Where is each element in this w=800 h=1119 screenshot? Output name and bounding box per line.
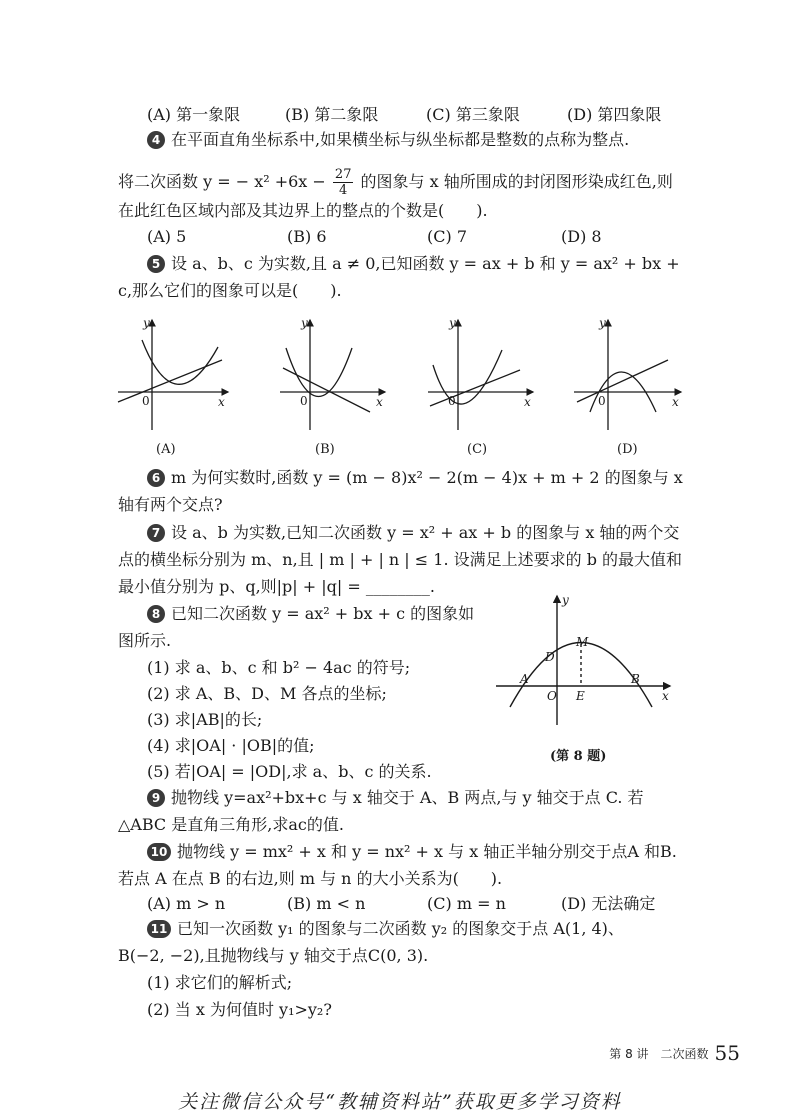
- q8-line2: 图所示.: [118, 631, 172, 650]
- q8-item-4: (4) 求|OA| · |OB|的值;: [147, 736, 315, 755]
- q7-line3: 最小值分别为 p、q,则|p| + |q| = ________.: [118, 577, 435, 596]
- graph-c: [428, 320, 533, 430]
- fig-m-label: M: [576, 635, 589, 649]
- q10-options: (A) m > n (B) m < n (C) m = n (D) 无法确定: [147, 894, 656, 913]
- q5-line2: c,那么它们的图象可以是( ).: [118, 281, 342, 300]
- origin-label: 0: [300, 394, 308, 408]
- q4-options: (A) 5 (B) 6 (C) 7 (D) 8: [147, 227, 602, 246]
- origin-label: 0: [142, 394, 150, 408]
- page-footer: [609, 1041, 740, 1065]
- graph-d: [574, 320, 681, 430]
- q11-line2: B(−2, −2),且抛物线与 y 轴交于点C(0, 3).: [118, 946, 429, 965]
- q4-line1: 4 在平面直角坐标系中,如果横坐标与纵坐标都是整数的点称为整点.: [147, 129, 629, 151]
- fig-b-label: B: [631, 672, 640, 686]
- axis-x-label: x: [376, 395, 383, 409]
- q8-figure: [490, 590, 690, 770]
- q5-graphs: [0, 310, 800, 460]
- q4-line3: 在此红色区域内部及其边界上的整点的个数是( ).: [118, 201, 488, 220]
- axis-x-label: x: [672, 395, 679, 409]
- axis-y-label: y: [599, 316, 606, 330]
- q8-item-5: (5) 若|OA| = |OD|,求 a、b、c 的关系.: [147, 762, 432, 781]
- q9-line2: △ABC 是直角三角形,求ac的值.: [118, 815, 344, 834]
- graph-label-b: (B): [315, 442, 335, 457]
- axis-x-label: x: [218, 395, 225, 409]
- q3-option-b: (B) 第二象限: [285, 105, 379, 124]
- fraction: $\frac{27}{4}$: [334, 167, 352, 198]
- q10-line1: 10 抛物线 y = mx² + x 和 y = nx² + x 与 x 轴正半轴分别交于点A 和B.: [147, 841, 677, 863]
- q3-options: [147, 104, 661, 126]
- q3-option-a: (A) 第一象限: [147, 105, 241, 124]
- graph-label-d: (D): [617, 442, 638, 457]
- q8-item-1: (1) 求 a、b、c 和 b² − 4ac 的符号;: [147, 658, 411, 677]
- graph-b: [280, 320, 385, 430]
- axis-y-label: y: [449, 316, 456, 330]
- q5-line1: 5 设 a、b、c 为实数,且 a ≠ 0,已知函数 y = ax + b 和 y = ax² + bx +: [147, 253, 680, 275]
- fig-y-label: y: [562, 593, 569, 607]
- axis-y-label: y: [143, 316, 150, 330]
- question-number-badge: 5: [147, 255, 165, 273]
- q11-item-2: (2) 当 x 为何值时 y₁>y₂?: [147, 1000, 332, 1019]
- q3-option-d: (D) 第四象限: [567, 105, 662, 124]
- fig-e-label: E: [576, 689, 585, 703]
- q8-line1: 8 已知二次函数 y = ax² + bx + c 的图象如: [147, 603, 474, 625]
- q6-line1: 6 m 为何实数时,函数 y = (m − 8)x² − 2(m − 4)x + m + 2 的图象与 x: [147, 467, 683, 489]
- question-number-badge: 7: [147, 524, 165, 542]
- chapter-label: 第 8 讲 二次函数: [609, 1047, 709, 1061]
- question-number-badge: 9: [147, 789, 165, 807]
- graph-a: [118, 320, 228, 430]
- q7-line1: 7 设 a、b 为实数,已知二次函数 y = x² + ax + b 的图象与 x 轴的两个交: [147, 522, 679, 544]
- origin-label: 0: [598, 394, 606, 408]
- question-number-badge: 4: [147, 131, 165, 149]
- graph-label-a: (A): [156, 442, 176, 457]
- fig-a-label: A: [520, 672, 529, 686]
- fig-o-label: O: [547, 689, 557, 703]
- axis-y-label: y: [301, 316, 308, 330]
- figure-caption: (第 8 题): [550, 749, 607, 764]
- axis-x-label: x: [524, 395, 531, 409]
- page-number: 55: [714, 1041, 740, 1065]
- q10-line2: 若点 A 在点 B 的右边,则 m 与 n 的大小关系为( ).: [118, 869, 503, 888]
- question-number-badge: 10: [147, 843, 171, 861]
- question-number-badge: 6: [147, 469, 165, 487]
- q8-item-3: (3) 求|AB|的长;: [147, 710, 263, 729]
- q4-line2: 将二次函数 y = − x² +6x − $\frac{27}{4}$ 的图象与 x 轴所围成的封闭图形染成红色,则: [118, 167, 673, 198]
- graph-label-c: (C): [467, 442, 488, 457]
- question-number-badge: 11: [147, 920, 171, 938]
- q9-line1: 9 抛物线 y=ax²+bx+c 与 x 轴交于 A、B 两点,与 y 轴交于点 C. 若: [147, 787, 644, 809]
- fig-x-label: x: [662, 689, 669, 703]
- q8-item-2: (2) 求 A、B、D、M 各点的坐标;: [147, 684, 387, 703]
- question-number-badge: 8: [147, 605, 165, 623]
- origin-label: 0: [448, 394, 456, 408]
- q6-line2: 轴有两个交点?: [118, 495, 223, 514]
- watermark: 关注微信公众号“教辅资料站”获取更多学习资料: [178, 1091, 622, 1113]
- q3-option-c: (C) 第三象限: [426, 105, 520, 124]
- fig-d-label: D: [545, 650, 555, 664]
- q11-item-1: (1) 求它们的解析式;: [147, 973, 293, 992]
- q11-line1: 11 已知一次函数 y₁ 的图象与二次函数 y₂ 的图象交于点 A(1, 4)、: [147, 918, 624, 940]
- q7-line2: 点的横坐标分别为 m、n,且 | m | + | n | ≤ 1. 设满足上述要求的 b 的最大值和: [118, 550, 683, 569]
